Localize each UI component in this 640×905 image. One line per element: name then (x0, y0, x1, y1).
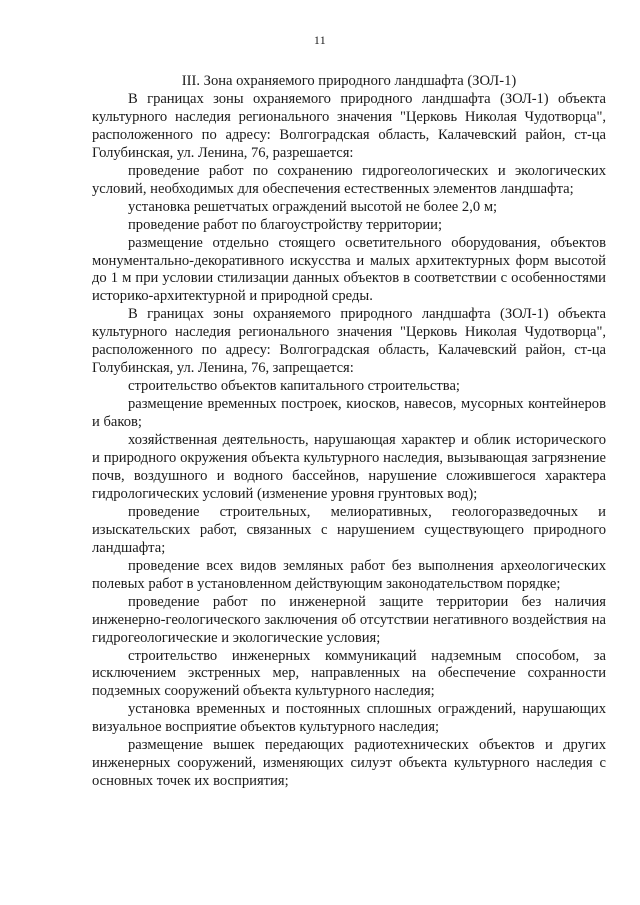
permitted-item: размещение отдельно стоящего осветительного оборудования, объектов монументально-декоративного искусства и малых архитектурных форм высотой до 1 м при условии стилизации данных объектов в соответствии с особенностями историко-архитектурной и природной среды. (92, 234, 606, 305)
permitted-item: проведение работ по благоустройству территории; (128, 216, 443, 233)
permitted-item: установка решетчатых ограждений высотой не более 2,0 м; (128, 198, 498, 215)
prohibited-item: размещение вышек передающих радиотехнических объектов и других инженерных сооружений, изменяющих силуэт объекта культурного наследия с основных точек их восприятия; (92, 737, 606, 790)
prohibited-item: установка временных и постоянных сплошных ограждений, нарушающих визуальное восприятие объектов культурного наследия; (92, 701, 606, 736)
prohibited-item: проведение всех видов земляных работ без выполнения археологических полевых работ в установленном действующим законодательством порядке; (92, 557, 606, 592)
prohibited-item: строительство объектов капитального строительства; (128, 378, 460, 395)
prohibited-item: проведение работ по инженерной защите территории без наличия инженерно-геологического заключения об отсутствии негативного воздействия на гидрогеологические и экологические условия; (92, 593, 606, 646)
prohibited-item: строительство инженерных коммуникаций надземным способом, за исключением экстренных мер, направленных на обеспечение сохранности подземных сооружений объекта культурного наследия; (92, 647, 606, 700)
prohibited-item: хозяйственная деятельность, нарушающая характер и облик исторического и природного окружения объекта культурного наследия, вызывающая загрязнение почв, воздушного и водного бассейнов, нарушение сложившегося характера гидрологических условий (изменение уровня грунтовых вод); (92, 432, 606, 502)
prohibited-intro-paragraph: В границах зоны охраняемого природного ландшафта (ЗОЛ-1) объекта культурного наследия регионального значения "Церковь Николая Чудотворца", расположенного по адресу: Волгоградская область, Калачевский район, ст-ца Голубинская, ул. Ленина, 76, запрещается: (92, 306, 606, 377)
permitted-item: проведение работ по сохранению гидрогеологических и экологических условий, необходимых для обеспечения естественных элементов ландшафта; (92, 162, 606, 197)
document-body (92, 73, 606, 791)
section-heading: III. Зона охраняемого природного ландшафта (ЗОЛ-1) (181, 73, 517, 89)
permitted-intro-paragraph: В границах зоны охраняемого природного ландшафта (ЗОЛ-1) объекта культурного наследия регионального значения "Церковь Николая Чудотворца", расположенного по адресу: Волгоградская область, Калачевский район, ст-ца Голубинская, ул. Ленина, 76, разрешается: (92, 90, 606, 161)
prohibited-item: проведение строительных, мелиоративных, геологоразведочных и изыскательских работ, связанных с нарушением существующего природного ландшафта; (92, 503, 606, 556)
page-number: 11 (313, 33, 327, 47)
prohibited-item: размещение временных построек, киосков, навесов, мусорных контейнеров и баков; (92, 396, 606, 431)
